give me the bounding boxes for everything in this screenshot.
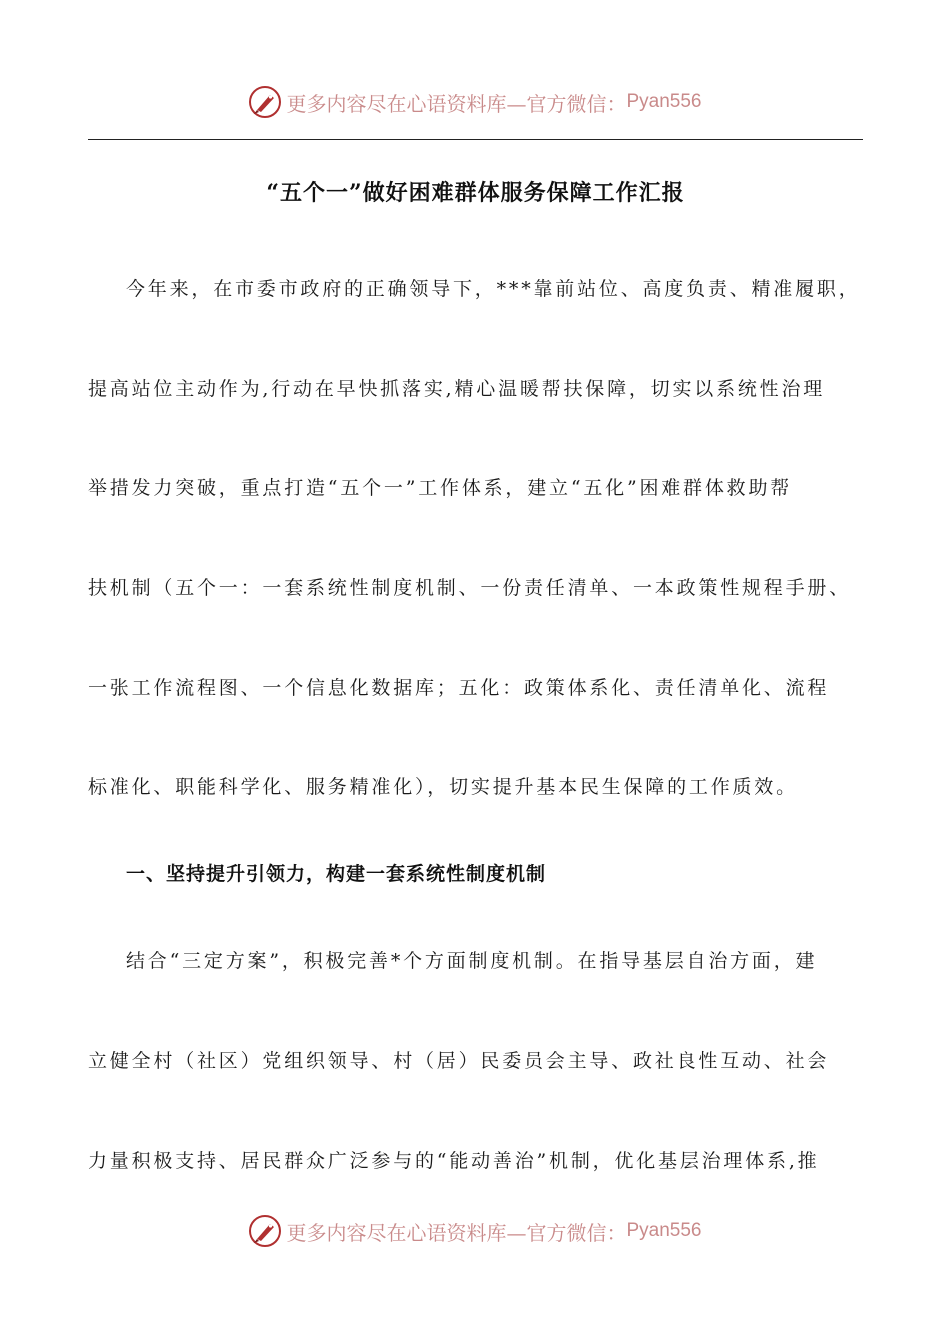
section-heading: 一、坚持提升引领力，构建一套系统性制度机制 — [126, 863, 547, 885]
footer-banner — [0, 1209, 950, 1253]
body-line: 结合“三定方案”，积极完善*个方面制度机制。在指导基层自治方面，建 — [126, 950, 818, 972]
body-line: 扶机制（五个一：一套系统性制度机制、一份责任清单、一本政策性规程手册、 — [88, 577, 852, 599]
wechat-id: Pyan556 — [626, 1220, 702, 1241]
pen-nib-icon — [248, 1214, 282, 1248]
body-line: 标准化、职能科学化、服务精准化），切实提升基本民生保障的工作质效。 — [88, 776, 798, 798]
banner-text: 更多内容尽在心语资料库—官方微信： — [286, 91, 627, 116]
body-line: 一张工作流程图、一个信息化数据库；五化：政策体系化、责任清单化、流程 — [88, 677, 830, 699]
body-line: 举措发力突破，重点打造“五个一”工作体系，建立“五化”困难群体救助帮 — [88, 477, 793, 499]
banner-text: 更多内容尽在心语资料库—官方微信： — [286, 1220, 627, 1245]
body-line: 今年来，在市委市政府的正确领导下，***靠前站位、高度负责、精准履职， — [126, 278, 861, 300]
body-line: 提高站位主动作为,行动在早快抓落实,精心温暖帮扶保障，切实以系统性治理 — [88, 378, 826, 400]
body-line: 立健全村（社区）党组织领导、村（居）民委员会主导、政社良性互动、社会 — [88, 1050, 830, 1072]
body-line: 力量积极支持、居民群众广泛参与的“能动善治”机制，优化基层治理体系,推 — [88, 1150, 820, 1172]
pen-nib-icon — [248, 85, 282, 119]
header-banner — [0, 80, 950, 124]
wechat-id: Pyan556 — [626, 91, 702, 112]
document-title: “五个一”做好困难群体服务保障工作汇报 — [266, 180, 685, 206]
header-divider — [88, 139, 863, 140]
